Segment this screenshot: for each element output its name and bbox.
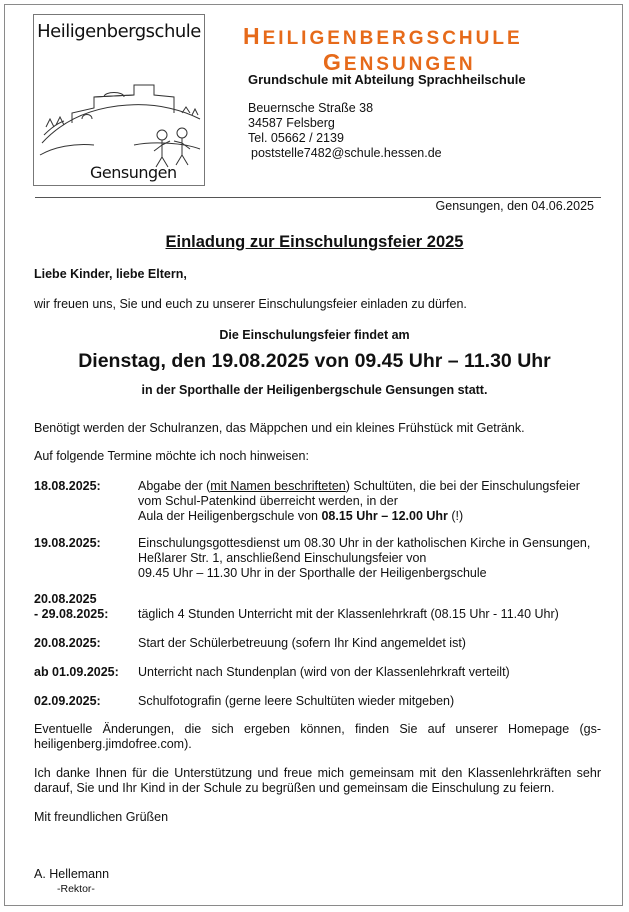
school-name-initial: H (243, 23, 263, 49)
dates-intro: Auf folgende Termine möchte ich noch hinweisen: (34, 449, 309, 463)
needed-items: Benötigt werden der Schulranzen, das Mäppchen und ein kleines Frühstück mit Getränk. (34, 421, 525, 435)
schedule-text-line: Einschulungsgottesdienst um 08.30 Uhr in der katholischen Kirche in Gensungen, (138, 536, 591, 550)
address-street: Beuernsche Straße 38 (248, 101, 374, 115)
signer-role: -Rektor- (57, 883, 95, 895)
schedule-text: täglich 4 Stunden Unterricht mit der Klassenlehrkraft (08.15 Uhr - 11.40 Uhr) (138, 607, 559, 621)
thanks-paragraph: Ich danke Ihnen für die Unterstützung und freue mich gemeinsam mit den Klassenlehrkräften sehr darauf, Sie und Ihr Kind in der Schule zu begrüßen und gemeinsam die Einschulung zu feiern. (34, 766, 601, 795)
schedule-text: Schulfotografin (gerne leere Schultüten wieder mitgeben) (138, 694, 455, 708)
greeting: Liebe Kinder, liebe Eltern, (34, 267, 187, 281)
schedule-text (138, 536, 608, 581)
schedule-text: Unterricht nach Stundenplan (wird von der Klassenlehrkraft verteilt) (138, 665, 510, 679)
schedule-text: Start der Schülerbetreuung (sofern Ihr Kind angemeldet ist) (138, 636, 466, 650)
time-range: 08.15 Uhr – 12.00 Uhr (321, 509, 448, 523)
address-email: poststelle7482@schule.hessen.de (251, 146, 442, 160)
underlined-note: mit Namen beschrifteten (210, 479, 346, 493)
schedule-date: ab 01.09.2025: (34, 665, 119, 679)
school-logo (33, 14, 205, 186)
letter-page (4, 4, 623, 906)
event-place: in der Sporthalle der Heiligenbergschule Gensungen statt. (141, 383, 488, 397)
intro-text: wir freuen uns, Sie und euch zu unserer Einschulungsfeier einladen zu dürfen. (34, 297, 467, 311)
school-subtitle: Grundschule mit Abteilung Sprachheilschule (248, 72, 526, 87)
event-intro: Die Einschulungsfeier findet am (219, 328, 410, 342)
schedule-text-line: Abgabe der (mit Namen beschrifteten) Schultüten, die bei der Einschulungsfeier (138, 479, 580, 493)
school-name-line1 (243, 23, 523, 50)
schedule-text-line: vom Schul-Patenkind überreicht werden, in der (138, 494, 398, 508)
schedule-text-line: Aula der Heiligenbergschule von 08.15 Uhr – 12.00 Uhr (!) (138, 509, 464, 523)
schedule-text-line: Heßlarer Str. 1, anschließend Einschulungsfeier von (138, 551, 427, 565)
schedule-date-start: 20.08.2025 (34, 592, 97, 606)
changes-note: Eventuelle Änderungen, die sich ergeben können, finden Sie auf unserer Homepage (gs-heiligenberg.jimdofree.com). (34, 722, 601, 751)
schedule-date: 20.08.2025: (34, 636, 101, 650)
logo-title: Heiligenbergschule (37, 21, 201, 42)
letter-heading: Einladung zur Einschulungsfeier 2025 (165, 233, 464, 251)
schedule-date: 19.08.2025: (34, 536, 101, 550)
schedule-text-line: 09.45 Uhr – 11.30 Uhr in der Sporthalle der Heiligenbergschule (138, 566, 487, 580)
schedule-text (138, 479, 608, 524)
address-city: 34587 Felsberg (248, 116, 335, 130)
header-divider (35, 197, 601, 198)
schedule-date: 02.09.2025: (34, 694, 101, 708)
event-date: Dienstag, den 19.08.2025 von 09.45 Uhr – 11.30 Uhr (78, 350, 551, 372)
closing: Mit freundlichen Grüßen (34, 810, 169, 824)
letter-date: Gensungen, den 04.06.2025 (435, 199, 594, 213)
schedule-date: 18.08.2025: (34, 479, 101, 493)
school-name-rest: EILIGENBERGSCHULE (262, 28, 523, 49)
logo-place: Gensungen (90, 163, 177, 182)
signer-name: A. Hellemann (34, 867, 110, 881)
schedule-date-end: - 29.08.2025: (34, 607, 109, 621)
town-name-initial: G (323, 49, 344, 75)
address-phone: Tel. 05662 / 2139 (248, 131, 344, 145)
town-name-rest: ENSUNGEN (343, 54, 476, 75)
